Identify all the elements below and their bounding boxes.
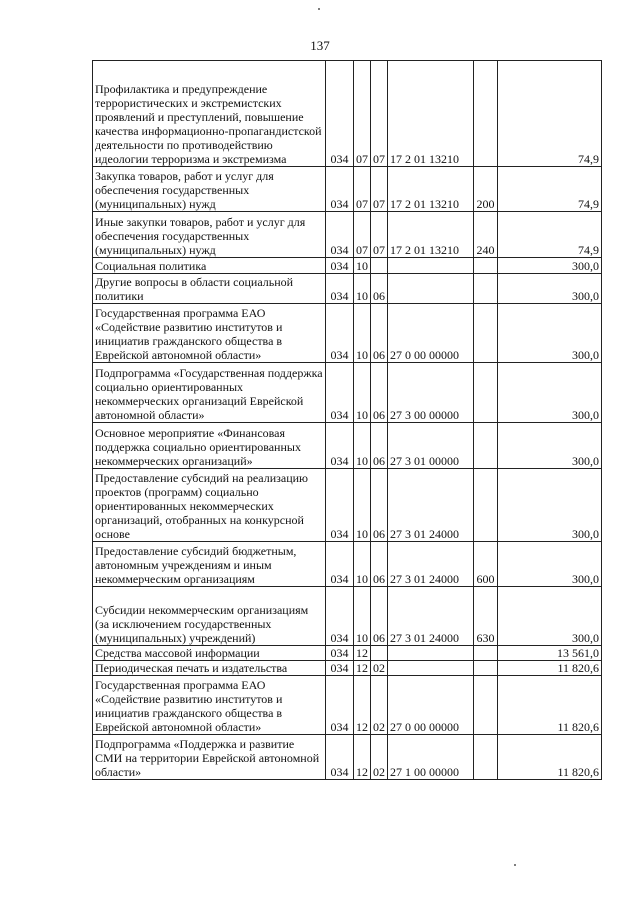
row-article: 17 2 01 13210 [388, 61, 474, 167]
row-expense-type [474, 304, 498, 363]
row-section: 12 [354, 735, 371, 780]
row-subsection [371, 646, 388, 661]
row-name: Другие вопросы в области социальной политики [93, 274, 326, 304]
row-section: 07 [354, 212, 371, 258]
row-sum: 300,0 [498, 304, 602, 363]
row-article: 27 0 00 00000 [388, 676, 474, 735]
row-expense-type: 600 [474, 542, 498, 587]
row-sum: 300,0 [498, 363, 602, 423]
row-code: 034 [326, 646, 354, 661]
table-row [93, 258, 602, 274]
row-article: 27 3 01 24000 [388, 542, 474, 587]
table-row [93, 167, 602, 212]
table-body [93, 61, 602, 780]
row-subsection: 07 [371, 167, 388, 212]
row-article: 27 3 00 00000 [388, 363, 474, 423]
table-row [93, 587, 602, 646]
table-row [93, 676, 602, 735]
row-article: 27 1 00 00000 [388, 735, 474, 780]
table-row [93, 304, 602, 363]
row-subsection: 07 [371, 212, 388, 258]
scan-speck [514, 864, 516, 866]
row-code: 034 [326, 735, 354, 780]
table-row [93, 274, 602, 304]
row-name: Предоставление субсидий бюджетным, автономным учреждениям и иным некоммерческим организациям [93, 542, 326, 587]
row-article: 27 3 01 24000 [388, 587, 474, 646]
row-section: 12 [354, 661, 371, 676]
row-article: 27 3 01 00000 [388, 423, 474, 469]
row-subsection: 06 [371, 304, 388, 363]
row-subsection: 02 [371, 676, 388, 735]
row-article [388, 646, 474, 661]
row-code: 034 [326, 274, 354, 304]
row-section: 10 [354, 304, 371, 363]
row-sum: 11 820,6 [498, 676, 602, 735]
row-article: 17 2 01 13210 [388, 167, 474, 212]
row-sum: 300,0 [498, 258, 602, 274]
row-subsection: 06 [371, 542, 388, 587]
row-name: Закупка товаров, работ и услуг для обеспечения государственных (муниципальных) нужд [93, 167, 326, 212]
table-row [93, 646, 602, 661]
row-subsection: 06 [371, 274, 388, 304]
row-subsection: 07 [371, 61, 388, 167]
row-code: 034 [326, 587, 354, 646]
row-expense-type [474, 735, 498, 780]
table-row [93, 212, 602, 258]
row-subsection [371, 258, 388, 274]
row-expense-type [474, 274, 498, 304]
row-name: Средства массовой информации [93, 646, 326, 661]
row-code: 034 [326, 212, 354, 258]
row-article [388, 258, 474, 274]
row-sum: 74,9 [498, 167, 602, 212]
row-expense-type [474, 423, 498, 469]
row-code: 034 [326, 363, 354, 423]
row-code: 034 [326, 542, 354, 587]
row-section: 12 [354, 646, 371, 661]
row-name: Основное мероприятие «Финансовая поддержка социально ориентированных некоммерческих организаций» [93, 423, 326, 469]
row-section: 12 [354, 676, 371, 735]
table-row [93, 735, 602, 780]
row-article: 17 2 01 13210 [388, 212, 474, 258]
row-sum: 13 561,0 [498, 646, 602, 661]
row-section: 10 [354, 423, 371, 469]
row-expense-type: 240 [474, 212, 498, 258]
row-subsection: 06 [371, 469, 388, 542]
page-number: 137 [310, 38, 330, 53]
row-sum: 11 820,6 [498, 661, 602, 676]
row-section: 07 [354, 61, 371, 167]
table-row [93, 363, 602, 423]
row-name: Государственная программа ЕАО «Содействие развитию институтов и инициатив гражданского общества в Еврейской автономной области» [93, 676, 326, 735]
row-expense-type [474, 363, 498, 423]
table-row [93, 661, 602, 676]
budget-table [92, 60, 602, 780]
row-name: Периодическая печать и издательства [93, 661, 326, 676]
row-subsection: 06 [371, 587, 388, 646]
table-row [93, 61, 602, 167]
row-subsection: 06 [371, 363, 388, 423]
row-section: 10 [354, 542, 371, 587]
row-expense-type [474, 258, 498, 274]
scan-speck [318, 8, 320, 10]
row-name: Подпрограмма «Поддержка и развитие СМИ на территории Еврейской автономной области» [93, 735, 326, 780]
row-sum: 300,0 [498, 469, 602, 542]
row-section: 07 [354, 167, 371, 212]
row-code: 034 [326, 423, 354, 469]
row-article [388, 661, 474, 676]
row-sum: 74,9 [498, 212, 602, 258]
row-section: 10 [354, 274, 371, 304]
row-code: 034 [326, 304, 354, 363]
row-name: Подпрограмма «Государственная поддержка социально ориентированных некоммерческих организаций Еврейской автономной области» [93, 363, 326, 423]
row-expense-type [474, 646, 498, 661]
row-section: 10 [354, 363, 371, 423]
row-code: 034 [326, 61, 354, 167]
row-sum: 300,0 [498, 274, 602, 304]
row-subsection: 02 [371, 661, 388, 676]
row-expense-type: 630 [474, 587, 498, 646]
row-name: Социальная политика [93, 258, 326, 274]
row-expense-type [474, 676, 498, 735]
row-code: 034 [326, 258, 354, 274]
row-code: 034 [326, 661, 354, 676]
row-code: 034 [326, 676, 354, 735]
row-name: Государственная программа ЕАО «Содействие развитию институтов и инициатив гражданского общества в Еврейской автономной области» [93, 304, 326, 363]
table-row [93, 542, 602, 587]
row-sum: 74,9 [498, 61, 602, 167]
row-expense-type [474, 469, 498, 542]
row-expense-type [474, 661, 498, 676]
table-row [93, 469, 602, 542]
row-subsection: 06 [371, 423, 388, 469]
row-article: 27 0 00 00000 [388, 304, 474, 363]
row-code: 034 [326, 167, 354, 212]
row-name: Субсидии некоммерческим организациям (за исключением государственных (муниципальных) учреждений) [93, 587, 326, 646]
row-sum: 11 820,6 [498, 735, 602, 780]
row-name: Профилактика и предупреждение террористических и экстремистских проявлений и преступлений, повышение качества информационно-пропагандистской деятельности по противодействию идеологии терроризма и экстремизма [93, 61, 326, 167]
row-article [388, 274, 474, 304]
row-expense-type [474, 61, 498, 167]
row-section: 10 [354, 587, 371, 646]
row-section: 10 [354, 469, 371, 542]
row-name: Предоставление субсидий на реализацию проектов (программ) социально ориентированных некоммерческих организаций, отобранных на конкурсной основе [93, 469, 326, 542]
row-code: 034 [326, 469, 354, 542]
row-name: Иные закупки товаров, работ и услуг для обеспечения государственных (муниципальных) нужд [93, 212, 326, 258]
row-sum: 300,0 [498, 423, 602, 469]
table-row [93, 423, 602, 469]
row-sum: 300,0 [498, 587, 602, 646]
row-article: 27 3 01 24000 [388, 469, 474, 542]
row-subsection: 02 [371, 735, 388, 780]
row-section: 10 [354, 258, 371, 274]
row-expense-type: 200 [474, 167, 498, 212]
row-sum: 300,0 [498, 542, 602, 587]
